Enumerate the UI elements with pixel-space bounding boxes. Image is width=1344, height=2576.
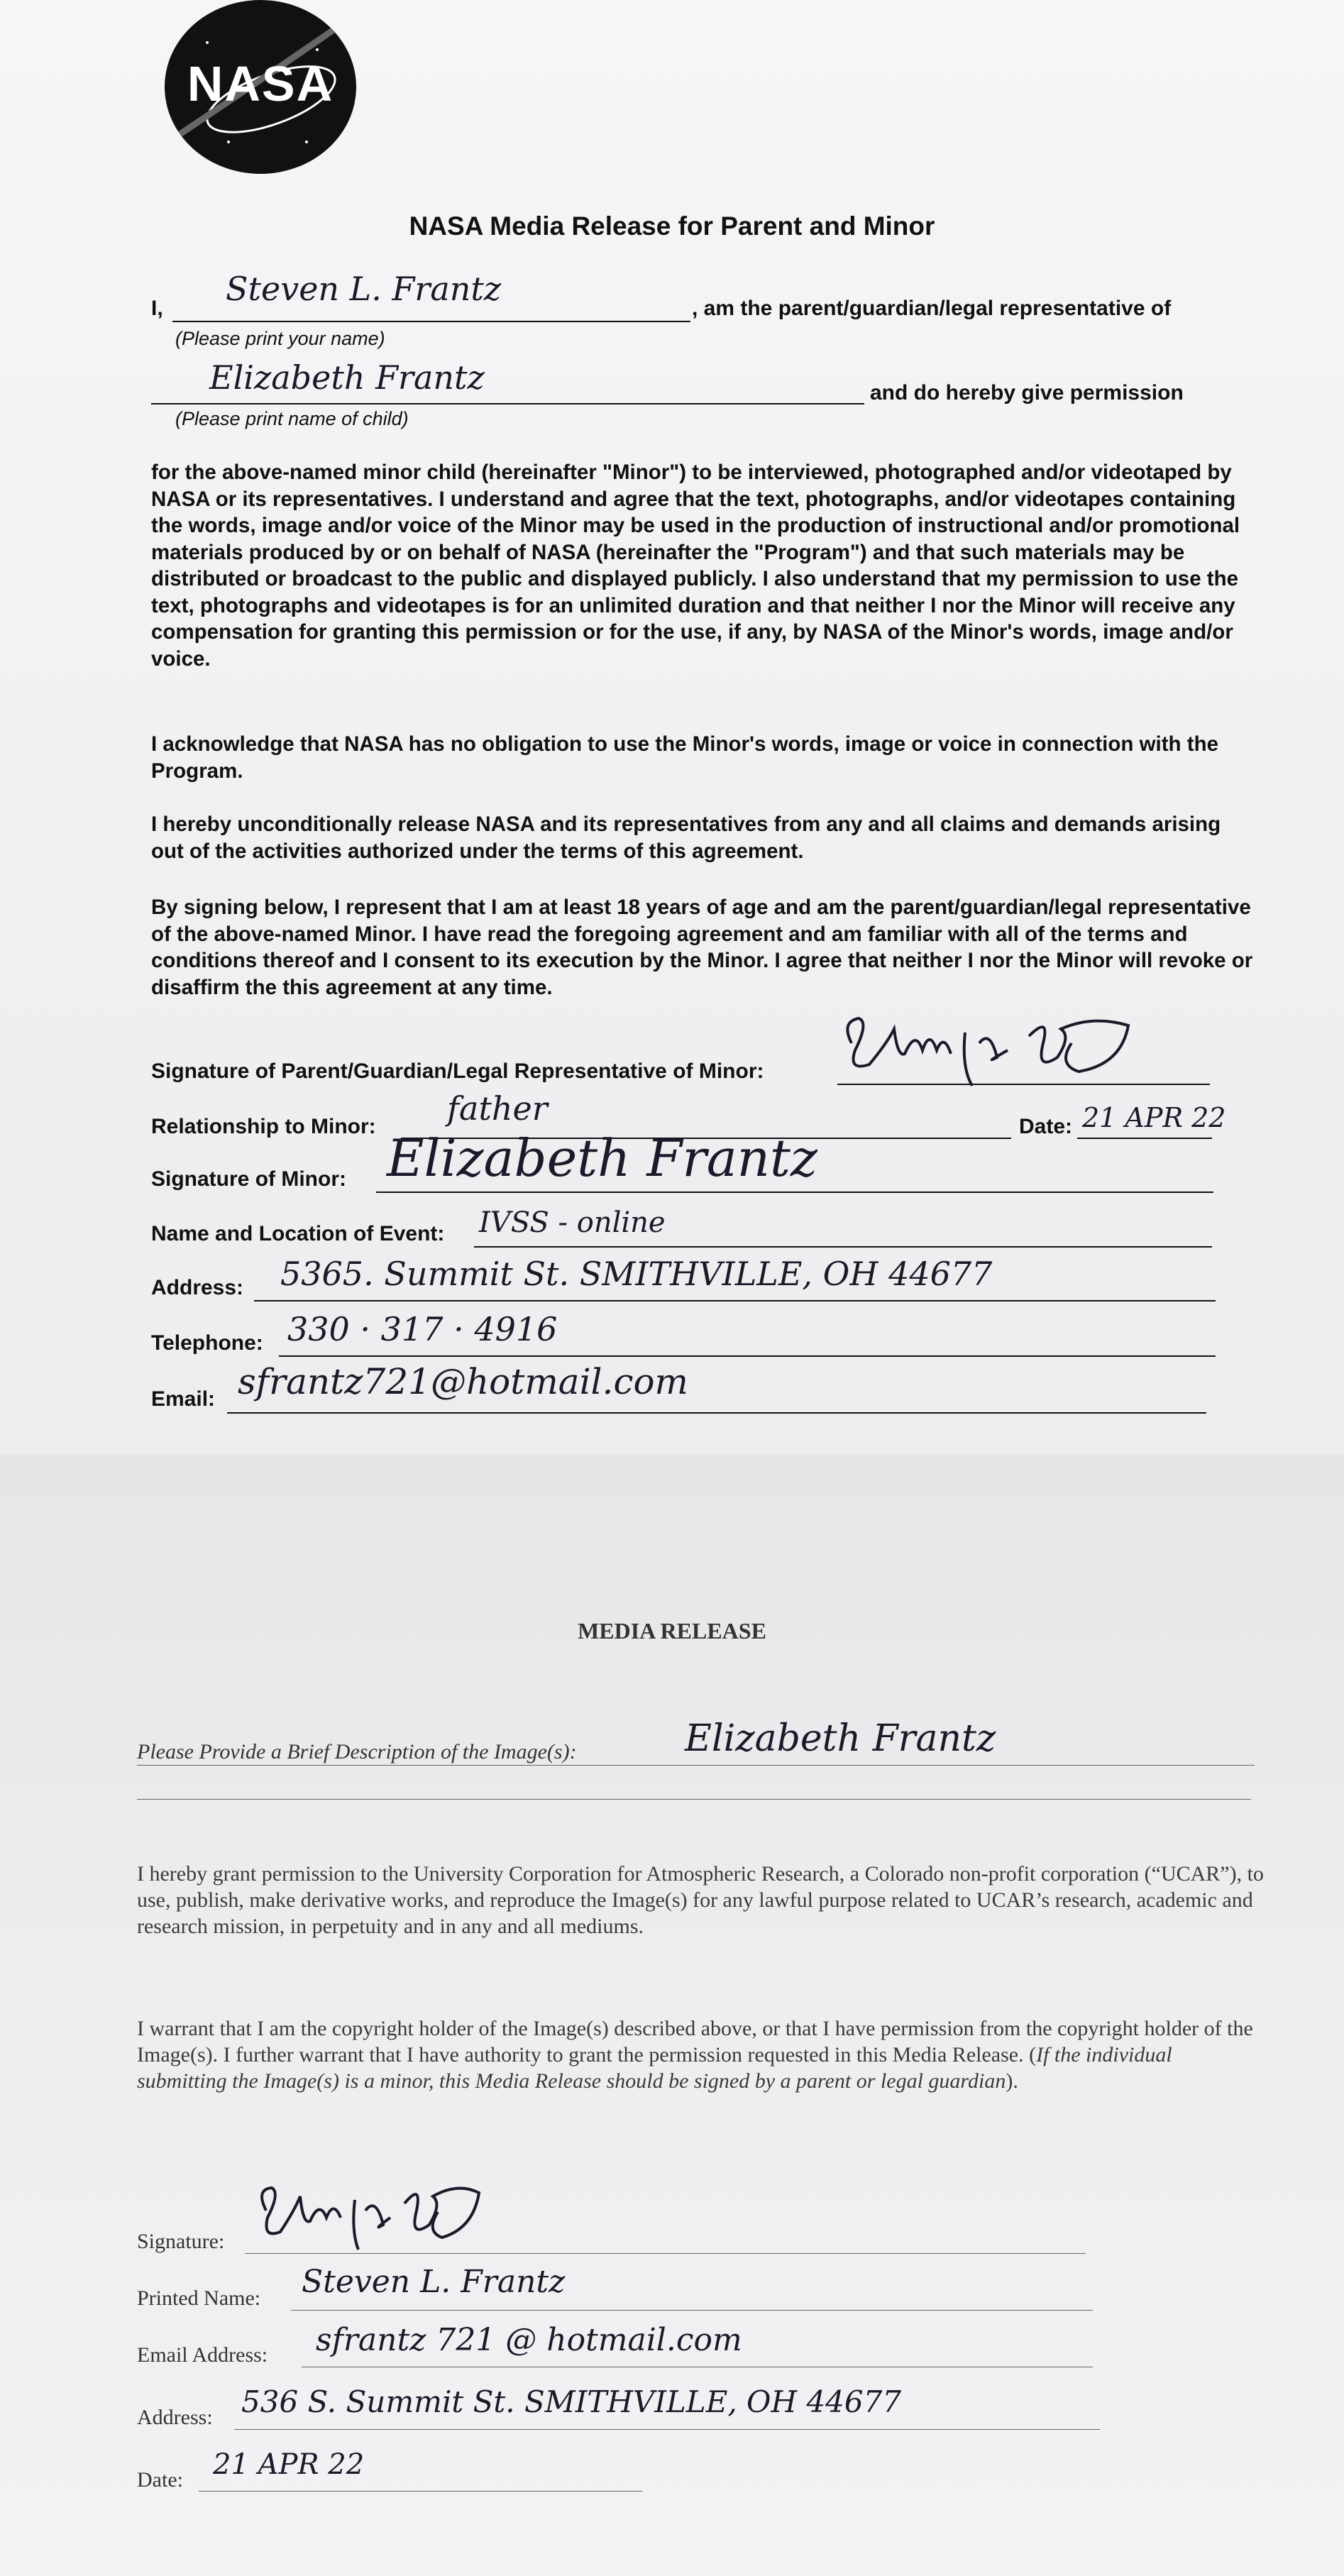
description-line-1 [137,1765,1255,1766]
warrant-text: I warrant that I am the copyright holder of the Image(s) described above, or that I have permission from the copyright holder of the Image(s). I further warrant that I have authority to grant the permission requested in this Media Release. ( [137,2017,1253,2066]
release-paragraph-2: I acknowledge that NASA has no obligation to use the Minor's words, image or voice in connection with the Program. [151,732,1219,783]
parent-name-field[interactable]: Steven L. Frantz [226,270,502,308]
date-line [1077,1138,1212,1139]
address-line [254,1300,1216,1301]
grant-paragraph: I hereby grant permission to the University Corporation for Atmospheric Research, a Colorado non-profit corporation (“UCAR”), to use, publish, make derivative works, and reproduce the Image(s) for any lawful purpose related to UCAR’s research, academic and research mission, in perpetuity and in any and all mediums. [137,1862,1264,1938]
child-name-hint: (Please print name of child) [175,408,409,429]
warrant-text-end: ). [1006,2069,1018,2093]
warrant-italic-text: If the individual submitting the Image(s) is a minor, this Media Release should be signed by a parent or legal guardian [137,2043,1172,2093]
release-address-field[interactable]: 536 S. Summit St. SMITHVILLE, OH 44677 [241,2384,902,2419]
signature-label: Signature: [137,2230,225,2253]
date-label: Date: [1019,1115,1073,1138]
event-label: Name and Location of Event: [151,1222,445,1245]
release-address-line [234,2429,1100,2430]
event-field[interactable]: IVSS - online [479,1206,666,1239]
nasa-logo [165,0,356,174]
telephone-line [279,1355,1216,1357]
printed-name-line [291,2310,1093,2311]
date-field[interactable]: 21 APR 22 [1082,1102,1226,1133]
release-date-line [199,2491,642,2492]
signature-icon[interactable] [252,2175,486,2257]
email-address-field[interactable]: sfrantz 721 @ hotmail.com [316,2322,742,2358]
release-date-label: Date: [137,2468,183,2492]
telephone-field[interactable]: 330 · 317 · 4916 [287,1310,558,1348]
release-address-label: Address: [137,2406,213,2429]
release-paragraph-1: for the above-named minor child (hereinafter "Minor") to be interviewed, photographed and/or videotaped by NASA or its representatives. I understand and agree that the text, photographs, and/or videotapes containing the words, image and/or voice of the Minor may be used in the production of instructional and/or promotional materials produced by or on behalf of NASA (hereinafter the "Program") and that such materials may be distributed or broadcast to the public and displayed publicly. I also understand that my permission to use the text, photographs and videotapes is for an unlimited duration and that neither I nor the Minor will receive any compensation for granting this permission or for the use, if any, by NASA of the Minor's words, image and/or voice. [151,461,1240,671]
logo-text: NASA [187,56,334,111]
i-prefix: I, [151,297,163,320]
release-paragraph-4: By signing below, I represent that I am at least 18 years of age and am the parent/guardian/legal representative of the above-named Minor. I have read the foregoing agreement and am familiar with all of the terms and conditions thereof and I consent to its execution by the Minor. I agree that neither I nor the Minor will revoke or disaffirm the this agreement at any time. [151,896,1253,999]
email-label: Email: [151,1387,216,1411]
media-release-title: MEDIA RELEASE [578,1618,766,1644]
address-field[interactable]: 5365. Summit St. SMITHVILLE, OH 44677 [280,1255,993,1293]
event-line [474,1246,1212,1248]
minor-signature-label: Signature of Minor: [151,1167,346,1191]
description-field[interactable]: Elizabeth Frantz [685,1717,996,1760]
parent-signature-icon[interactable] [837,1001,1142,1093]
release-paragraph-3: I hereby unconditionally release NASA and its representatives from any and all claims and demands arising out of the activities authorized under the terms of this agreement. [151,813,1221,863]
printed-name-label: Printed Name: [137,2286,261,2310]
child-name-field[interactable]: Elizabeth Frantz [209,358,485,397]
relationship-label: Relationship to Minor: [151,1115,376,1138]
form-title: NASA Media Release for Parent and Minor [409,211,935,241]
media-release-form [0,1455,1344,2576]
telephone-label: Telephone: [151,1331,263,1355]
release-date-field[interactable]: 21 APR 22 [213,2448,365,2481]
parent-signature-label: Signature of Parent/Guardian/Legal Representative of Minor: [151,1059,764,1083]
relationship-field[interactable]: father [447,1089,548,1128]
parent-role-text: , am the parent/guardian/legal representative of [692,297,1172,320]
address-label: Address: [151,1276,244,1299]
email-address-label: Email Address: [137,2343,268,2367]
parent-name-hint: (Please print your name) [175,328,385,349]
minor-signature-line [376,1191,1213,1193]
printed-name-field[interactable]: Steven L. Frantz [302,2264,566,2300]
email-line [227,1412,1206,1414]
minor-signature-field[interactable]: Elizabeth Frantz [387,1128,817,1188]
permission-text: and do hereby give permission [870,381,1184,404]
description-label: Please Provide a Brief Description of the Image(s): [137,1740,577,1763]
warrant-paragraph [137,2015,1265,2094]
email-field[interactable]: sfrantz721@hotmail.com [238,1361,688,1402]
parent-name-line [172,321,690,322]
child-name-line [151,403,864,404]
description-line-2 [137,1799,1251,1800]
